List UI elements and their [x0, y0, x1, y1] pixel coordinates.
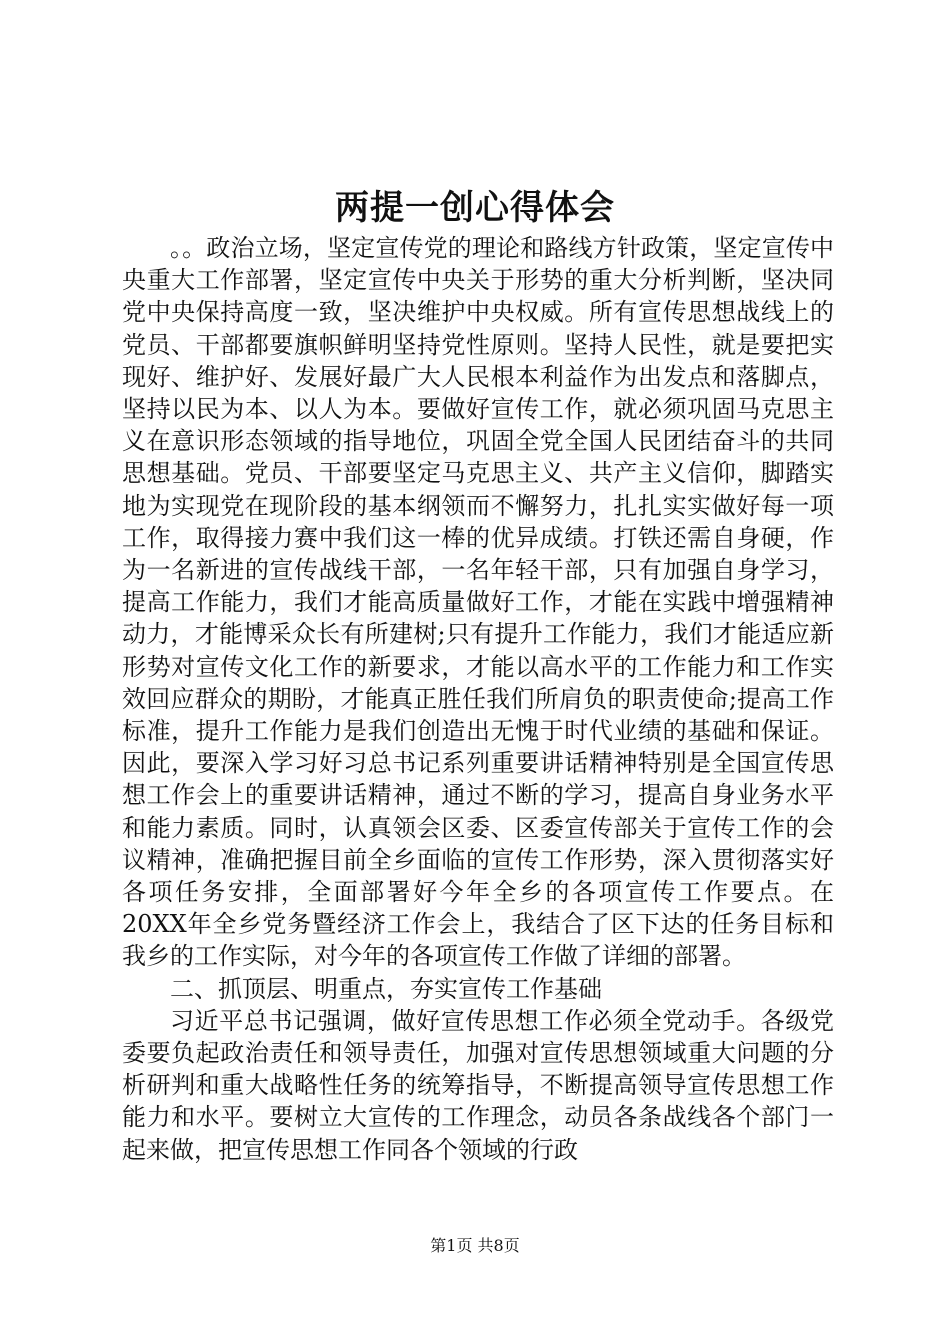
- body-paragraph: 习近平总书记强调，做好宣传思想工作必须全党动手。各级党委要负起政治责任和领导责任，加强对宣传思想领域重大问题的分析研判和重大战略性任务的统筹指导，不断提高领导宣传思想工作能力和水平。要树立大宣传的工作理念，动员各条战线各个部门一起来做，把宣传思想工作同各个领域的行政: [122, 1006, 834, 1164]
- body-paragraph: 。。政治立场，坚定宣传党的理论和路线方针政策，坚定宣传中央重大工作部署，坚定宣传中央关于形势的重大分析判断，坚决同党中央保持高度一致，坚决维护中央权威。所有宣传思想战线上的党员、干部都要旗帜鲜明坚持党性原则。坚持人民性，就是要把实现好、维护好、发展好最广大人民根本利益作为出发点和落脚点，坚持以民为本、以人为本。要做好宣传工作，就必须巩固马克思主义在意识形态领域的指导地位，巩固全党全国人民团结奋斗的共同思想基础。党员、干部要坚定马克思主义、共产主义信仰，脚踏实地为实现党在现阶段的基本纲领而不懈努力，扎扎实实做好每一项工作，取得接力赛中我们这一棒的优异成绩。打铁还需自身硬，作为一名新进的宣传战线干部，一名年轻干部，只有加强自身学习，提高工作能力，我们才能高质量做好工作，才能在实践中增强精神动力，才能博采众长有所建树;只有提升工作能力，我们才能适应新形势对宣传文化工作的新要求，才能以高水平的工作能力和工作实效回应群众的期盼，才能真正胜任我们所肩负的职责使命;提高工作标准，提升工作能力是我们创造出无愧于时代业绩的基础和保证。因此，要深入学习好习总书记系列重要讲话精神特别是全国宣传思想工作会上的重要讲话精神，通过不断的学习，提高自身业务水平和能力素质。同时，认真领会区委、区委宣传部关于宣传工作的会议精神，准确把握目前全乡面临的宣传工作形势，深入贯彻落实好各项任务安排，全面部署好今年全乡的各项宣传工作要点。在20XX年全乡党务暨经济工作会上，我结合了区下达的任务目标和我乡的工作实际，对今年的各项宣传工作做了详细的部署。: [122, 234, 834, 971]
- page-footer: 第1页 共8页: [430, 1236, 520, 1255]
- document-body: [122, 232, 834, 1166]
- document-title: 两提一创心得体会: [335, 188, 615, 228]
- section-heading: 二、抓顶层、明重点，夯实宣传工作基础: [170, 974, 602, 1003]
